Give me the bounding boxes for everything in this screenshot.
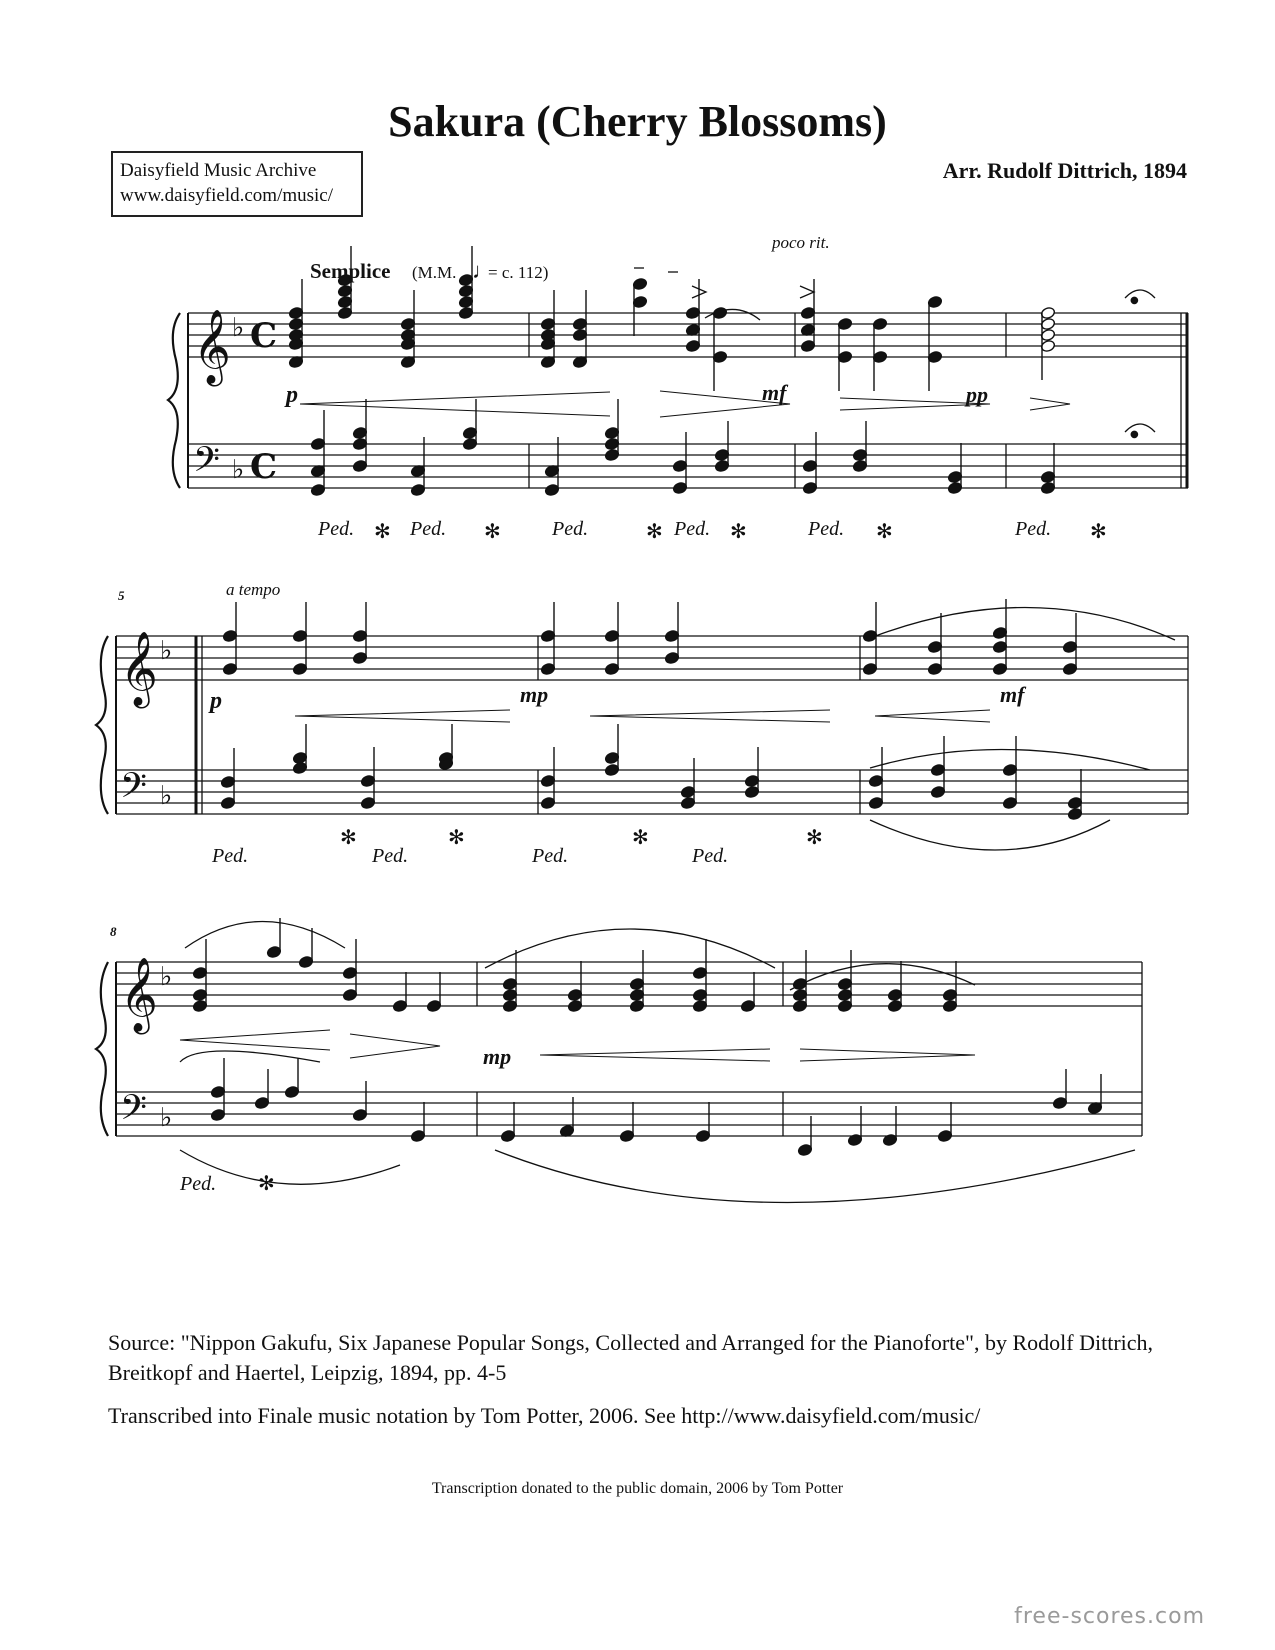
dynamic-marking: mp	[520, 682, 549, 707]
dynamic-marking: mf	[1000, 682, 1025, 707]
flat-icon: ♭	[160, 781, 173, 811]
archive-url: www.daisyfield.com/music/	[120, 185, 334, 206]
pedal-release-icon: ✻	[340, 827, 357, 849]
bass-clef-icon: 𝄢	[193, 439, 221, 488]
pedal-release-icon: ✻	[646, 521, 663, 543]
system-2	[96, 608, 1188, 851]
pedal-release-icon: ✻	[374, 521, 391, 543]
pedal-release-icon: ✻	[876, 521, 893, 543]
tempo-mm-prefix: (M.M.	[412, 263, 457, 282]
tempo-mm-suffix: = c. 112)	[488, 263, 549, 282]
archive-name: Daisyfield Music Archive	[120, 160, 317, 181]
bass-clef-icon: 𝄢	[120, 1087, 148, 1136]
pedal-marking: Ped.	[372, 845, 409, 867]
dynamic-marking: mf	[762, 380, 787, 405]
public-domain-note: Transcription donated to the public domain, 2006 by Tom Potter	[431, 1480, 844, 1497]
treble-clef-icon: 𝄞	[120, 632, 158, 706]
flat-icon: ♭	[160, 1103, 173, 1133]
measure-number: 8	[110, 924, 117, 939]
flat-icon: ♭	[160, 636, 173, 666]
bass-clef-icon: 𝄢	[120, 765, 148, 814]
a-tempo-marking: a tempo	[226, 580, 281, 599]
pedal-marking: Ped.	[808, 518, 845, 540]
flat-icon: ♭	[232, 313, 245, 343]
pedal-release-icon: ✻	[730, 521, 747, 543]
dynamic-marking: pp	[966, 382, 988, 407]
pedal-release-icon: ✻	[448, 827, 465, 849]
pedal-marking: Ped.	[180, 1173, 217, 1195]
pedal-release-icon: ✻	[1090, 521, 1107, 543]
source-note: Source: "Nippon Gakufu, Six Japanese Popular Songs, Collected and Arranged for the Pianoforte", by Rodolf Dittrich, Breitkopf and Haertel, Leipzig, 1894, pp. 4-5	[108, 1330, 1154, 1385]
pedal-marking: Ped.	[692, 845, 729, 867]
pedal-marking: Ped.	[674, 518, 711, 540]
pedal-release-icon: ✻	[258, 1173, 275, 1195]
system-3	[96, 922, 1142, 1203]
pedal-marking: Ped.	[410, 518, 447, 540]
poco-rit-marking: poco rit.	[772, 233, 830, 252]
arranger-credit: Arr. Rudolf Dittrich, 1894	[942, 158, 1187, 183]
pedal-marking: Ped.	[552, 518, 589, 540]
pedal-release-icon: ✻	[632, 827, 649, 849]
dynamic-marking: mp	[483, 1044, 512, 1069]
treble-clef-icon: 𝄞	[120, 958, 158, 1032]
pedal-marking: Ped.	[318, 518, 355, 540]
fermata-dot: ●	[1130, 295, 1139, 306]
transcription-note: Transcribed into Finale music notation by Tom Potter, 2006. See http://www.daisyfield.com/music/	[108, 1403, 981, 1428]
fermata-dot: ●	[1130, 429, 1139, 440]
dynamic-marking: p	[286, 382, 298, 408]
tempo-word: Semplice	[310, 259, 391, 283]
common-time-icon: C	[250, 447, 278, 487]
quarter-note-icon: ♩	[472, 258, 494, 283]
flat-icon: ♭	[232, 455, 245, 485]
pedal-markings	[179, 518, 1107, 1195]
treble-clef-icon: 𝄞	[193, 310, 231, 384]
system-1	[168, 268, 1188, 488]
pedal-marking: Ped.	[532, 845, 569, 867]
page-title: Sakura (Cherry Blossoms)	[388, 97, 887, 146]
pedal-release-icon: ✻	[806, 827, 823, 849]
watermark: free-scores.com	[1014, 1604, 1205, 1629]
pedal-release-icon: ✻	[484, 521, 501, 543]
dynamic-marking: p	[210, 688, 222, 714]
common-time-icon: C	[250, 316, 278, 356]
pedal-marking: Ped.	[1015, 518, 1052, 540]
pedal-marking: Ped.	[212, 845, 249, 867]
flat-icon: ♭	[160, 962, 173, 992]
measure-number: 5	[118, 588, 125, 603]
